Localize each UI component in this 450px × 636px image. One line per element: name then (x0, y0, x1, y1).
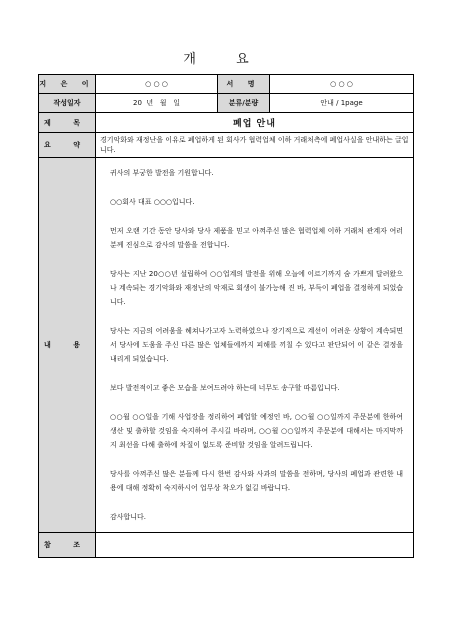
summary-row (39, 133, 414, 158)
signature-label: 서 명 (218, 75, 270, 94)
signature-value: ○ ○ ○ (270, 75, 414, 94)
content-paragraph: 귀사의 부궁한 발전을 기원합니다. (110, 169, 214, 177)
content-paragraph: 당사를 아껴주신 많은 분들께 다시 한번 감사와 사과의 말씀을 전하며, 당사의 폐업과 관련한 내용에 대해 정확히 숙지하시어 업무상 착오가 없길 바랍니다. (110, 470, 403, 492)
date-label: 작성일자 (39, 94, 96, 113)
author-value: ○ ○ ○ (96, 75, 218, 94)
subject-row (39, 113, 414, 133)
author-row (39, 75, 414, 94)
document-title: 개 요 (183, 52, 267, 67)
summary-value: 경기악화와 재정난을 이유로 폐업하게 된 회사가 협력업체 이하 거래처측에 폐업사실을 안내하는 글입니다. (96, 133, 414, 158)
subject-value: 폐업 안내 (96, 113, 414, 133)
overview-form (38, 74, 414, 558)
content-row (39, 158, 414, 533)
date-row (39, 94, 414, 113)
content-paragraph: 감사합니다. (110, 513, 147, 521)
content-paragraph: 당사는 지금의 어려움을 헤쳐나가고자 노력하였으나 장기적으로 계선이 어려운 상황이 계속되면서 당사에 도움을 주신 다른 많은 업체들에까지 피해를 끼칠 수 있다고 판단되어 이 같은 결정을 내리게 되었습니다. (110, 327, 403, 363)
author-label: 지 은 이 (39, 75, 96, 94)
category-value: 안내 / 1page (270, 94, 414, 113)
reference-value (96, 533, 414, 558)
date-value: 20 년 월 일 (96, 94, 218, 113)
content-paragraph: ○○월 ○○일을 기해 사업장을 정리하여 폐업할 예정인 바, ○○월 ○○일까지 주문분에 한하여 생산 및 출하할 것임을 숙지하여 주시길 바라며, ○○월 ○○일까지 주문분에 대해서는 마지막까지 최선을 다해 출하에 차질이 없도록 준비할 것임을 알려드립니다. (110, 413, 403, 449)
reference-label: 참 조 (39, 533, 96, 558)
content-label: 내 용 (39, 158, 96, 533)
content-paragraph: 당사는 지난 20○○년 설립하여 ○○업계의 발전을 위해 오늘에 이르기까지 숨 가쁘게 달려왔으나 계속되는 경기악화와 재정난의 악재로 회생이 불가능해 진 바, 부득이 폐업을 결정하게 되었습니다. (110, 270, 403, 306)
content-body (96, 158, 414, 533)
content-paragraph: 먼저 오랜 기간 동안 당사와 당사 제품을 믿고 아껴주신 많은 협력업체 이하 거래처 관계자 여러분께 진심으로 감사의 말씀을 전합니다. (110, 227, 403, 249)
content-paragraph: 보다 발전적이고 좋은 모습을 보여드려야 하는데 너무도 송구할 따름입니다. (110, 384, 340, 392)
reference-row (39, 533, 414, 558)
subject-label: 제 목 (39, 113, 96, 133)
category-label: 분류/분량 (218, 94, 270, 113)
summary-label: 요 약 (39, 133, 96, 158)
content-paragraph: ○○회사 대표 ○○○입니다. (110, 198, 195, 206)
